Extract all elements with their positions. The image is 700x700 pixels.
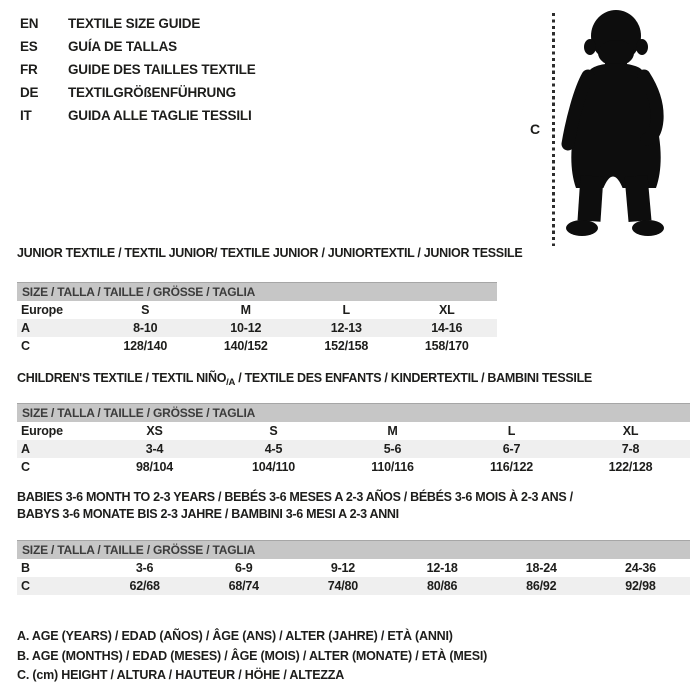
months-value: 6-9: [235, 561, 253, 575]
table-row-age: [17, 319, 497, 337]
table-row-months: [17, 559, 690, 577]
size-value: L: [342, 303, 350, 317]
row-label: Europe: [21, 424, 63, 438]
footnote-a: A. AGE (YEARS) / EDAD (AÑOS) / ÂGE (ANS) / ALTER (JAHRE) / ETÀ (ANNI): [17, 629, 453, 643]
height-value: 92/98: [625, 579, 656, 593]
size-value: S: [141, 303, 150, 317]
age-value: 4-5: [264, 442, 283, 456]
size-tables-section: [17, 246, 690, 686]
children-size-table: [17, 403, 690, 476]
table-row-age: [17, 440, 690, 458]
row-label: C: [21, 339, 30, 353]
table-row-height: [17, 577, 690, 595]
size-value: M: [387, 424, 398, 438]
footnotes: [17, 627, 690, 686]
language-title: TEXTILGRÖßENFÜHRUNG: [68, 85, 236, 100]
language-row-es: [20, 35, 256, 58]
children-title-sub: /A: [226, 376, 236, 388]
language-title: TEXTILE SIZE GUIDE: [68, 16, 201, 31]
height-value: 122/128: [608, 460, 653, 474]
language-row-it: [20, 104, 256, 127]
months-value: 3-6: [135, 561, 154, 575]
measure-c-label: C: [530, 121, 541, 137]
size-value: XL: [438, 303, 455, 317]
age-value: 5-6: [383, 442, 402, 456]
babies-title-line1: BABIES 3-6 MONTH TO 2-3 YEARS / BEBÉS 3-6 MESES A 2-3 AÑOS / BÉBÉS 3-6 MOIS À 2-3 ANS /: [17, 490, 573, 504]
language-row-fr: [20, 58, 256, 81]
table-row-europe: [17, 422, 690, 440]
height-value: 128/140: [123, 339, 168, 353]
size-header-bar: SIZE / TALLA / TAILLE / GRÖSSE / TAGLIA: [17, 282, 497, 301]
row-label: B: [21, 561, 30, 575]
junior-table-title: JUNIOR TEXTILE / TEXTIL JUNIOR/ TEXTILE JUNIOR / JUNIORTEXTIL / JUNIOR TESSILE: [17, 246, 523, 260]
row-label: A: [21, 321, 30, 335]
babies-size-table: [17, 540, 690, 595]
language-row-de: [20, 81, 256, 104]
height-value: 80/86: [426, 579, 458, 593]
height-value: 158/170: [424, 339, 469, 353]
height-value: 98/104: [135, 460, 174, 474]
age-value: 8-10: [133, 321, 158, 335]
size-value: L: [507, 424, 516, 438]
height-value: 152/158: [324, 339, 369, 353]
babies-title-line2: BABYS 3-6 MONATE BIS 2-3 JAHRE / BAMBINI 3-6 MESI A 2-3 ANNI: [17, 507, 399, 521]
language-code: FR: [20, 62, 38, 77]
height-value: 62/68: [129, 579, 160, 593]
language-title-list: [20, 12, 256, 127]
months-value: 18-24: [525, 561, 557, 575]
toddler-silhouette-icon: [560, 8, 670, 243]
language-title: GUÍA DE TALLAS: [68, 39, 177, 54]
height-value: 74/80: [327, 579, 359, 593]
size-value: XL: [622, 424, 639, 438]
height-value: 68/74: [228, 579, 259, 593]
size-value: XS: [146, 424, 163, 438]
height-value: 140/152: [223, 339, 268, 353]
height-value: 110/116: [371, 460, 414, 474]
junior-size-table: [17, 282, 497, 355]
language-title: GUIDE DES TAILLES TEXTILE: [68, 62, 256, 77]
language-code: EN: [20, 16, 39, 31]
height-measure-dotted-line: [552, 13, 555, 246]
size-header-bar: SIZE / TALLA / TAILLE / GRÖSSE / TAGLIA: [17, 540, 690, 559]
table-row-europe: [17, 301, 497, 319]
months-value: 12-18: [426, 561, 458, 575]
height-value: 104/110: [251, 460, 296, 474]
babies-table-title: [17, 489, 690, 523]
language-row-en: [20, 12, 256, 35]
measurement-figure: [530, 5, 698, 250]
row-label: Europe: [21, 303, 63, 317]
height-value: 86/92: [526, 579, 557, 593]
age-value: 6-7: [502, 442, 521, 456]
footnote-c: C. (cm) HEIGHT / ALTURA / HAUTEUR / HÖHE / ALTEZZA: [17, 668, 345, 682]
row-label: C: [21, 460, 30, 474]
size-value: S: [269, 424, 278, 438]
size-value: M: [240, 303, 251, 317]
age-value: 3-4: [145, 442, 164, 456]
table-row-height: [17, 337, 497, 355]
row-label: A: [21, 442, 30, 456]
children-table-title: [17, 371, 690, 387]
row-label: C: [21, 579, 30, 593]
size-header-bar: SIZE / TALLA / TAILLE / GRÖSSE / TAGLIA: [17, 403, 690, 422]
language-title: GUIDA ALLE TAGLIE TESSILI: [68, 108, 252, 123]
age-value: 14-16: [431, 321, 463, 335]
height-value: 116/122: [489, 460, 534, 474]
language-code: IT: [20, 108, 32, 123]
age-value: 10-12: [230, 321, 262, 335]
months-value: 24-36: [624, 561, 656, 575]
language-code: ES: [20, 39, 38, 54]
age-value: 7-8: [621, 442, 640, 456]
language-code: DE: [20, 85, 39, 100]
footnote-b: B. AGE (MONTHS) / EDAD (MESES) / ÂGE (MOIS) / ALTER (MONATE) / ETÀ (MESI): [17, 648, 488, 663]
table-row-height: [17, 458, 690, 476]
months-value: 9-12: [330, 561, 356, 575]
children-title-rest: / TEXTILE DES ENFANTS / KINDERTEXTIL / BAMBINI TESSILE: [235, 371, 592, 385]
children-title-main: CHILDREN'S TEXTILE / TEXTIL NIÑO: [17, 371, 227, 385]
age-value: 12-13: [330, 321, 362, 335]
